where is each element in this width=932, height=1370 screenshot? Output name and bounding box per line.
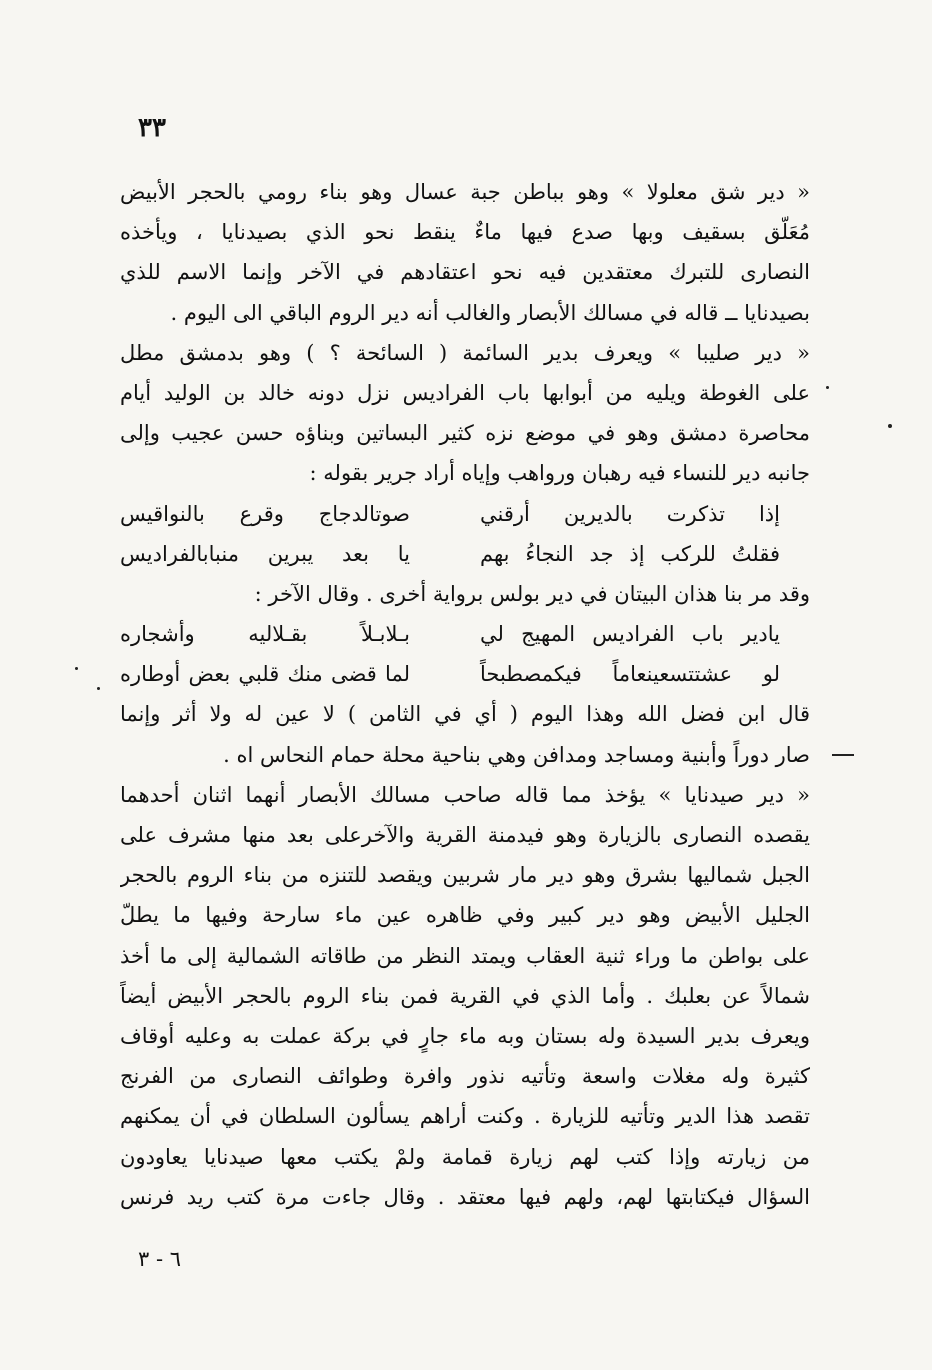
poem-verse bbox=[120, 494, 810, 534]
poem-verse bbox=[120, 614, 810, 654]
poem-hemistich: يادير باب الفراديس المهيج لي bbox=[480, 622, 780, 647]
text-line: وقد مر بنا هذان البيتان في دير بولس برواية أخرى . وقال الآخر : bbox=[254, 581, 810, 606]
poem-hemistich: يا بعد يبرين منبابالفراديس bbox=[120, 541, 410, 566]
ink-speck bbox=[97, 687, 100, 690]
text-line: بصيدنايا ــ قاله في مسالك الأبصار والغالب أنه دير الروم الباقي الى اليوم . bbox=[170, 300, 810, 325]
text-line: « دير شق معلولا » وهو بباطن جبة عسال وهو بناء رومي بالحجر الأبيض bbox=[120, 180, 810, 204]
text-line: النصارى للتبرك معتقدين فيه نحو اعتقادهم في الآخر وإنما الاسم للذي bbox=[120, 260, 810, 285]
poem-hemistich: لما قضى منك قلبي بعض أوطاره bbox=[120, 662, 410, 687]
poem-hemistich: صوتالدجاج وقرع بالنواقيس bbox=[120, 501, 410, 526]
poem-hemistich: لو عشتتسعينعاماً فيكمصطبحاً bbox=[480, 662, 780, 687]
text-line: شمالاً عن بعلبك . وأما الذي في القرية فمن بناء الروم بالحجر الأبيض أيضاً bbox=[120, 983, 810, 1008]
body-text bbox=[120, 172, 810, 1217]
text-line: السؤال فيكتابتها لهم، ولهم فيها معتقد . وقال جاءت مرة كتب ريد فرنس bbox=[120, 1184, 810, 1209]
text-line: يقصده النصارى بالزيارة وهو فيدمنة القرية والآخرعلى بعد منها مشرف على bbox=[120, 823, 810, 847]
page-number: ٣٣ bbox=[138, 113, 166, 143]
text-line: قال ابن فضل الله وهذا اليوم ( أي في الثامن ) لا عين له ولا أثر وإنما bbox=[120, 702, 810, 727]
text-line: صار دوراً وأبنية ومساجد ومدافن وهي بناحية محلة حمام النحاس اه . bbox=[223, 742, 810, 767]
text-line: على الغوطة ويليه من أبوابها باب الفراديس نزل دونه خالد بن الوليد أيام bbox=[120, 380, 810, 405]
poem-hemistich: فقلتُ للركب إذ جد النجاءُ بهم bbox=[480, 541, 780, 566]
text-line: « دير صليبا » ويعرف بدير السائمة ( السائحة ؟ ) وهو بدمشق مطل bbox=[120, 340, 810, 365]
text-line: جانبه دير للنساء فيه رهبان ورواهب وإياه أراد جرير بقوله : bbox=[309, 461, 810, 486]
poem-hemistich: بـلابـلاً بقـلاليه وأشجاره bbox=[120, 622, 410, 647]
ink-speck bbox=[75, 667, 78, 670]
text-line: مُعَلّق بسقيف وبها صدع فيها ماءٌ ينقط نحو الذي بصيدنايا ، ويأخذه bbox=[120, 220, 810, 245]
text-line: « دير صيدنايا » يؤخذ مما قاله صاحب مسالك الأبصار أنهما اثنان أحدهما bbox=[120, 782, 810, 807]
text-line: محاصرة دمشق وهو في موضع نزه كثير البساتين وبناؤه حسن عجيب وإلى bbox=[120, 421, 810, 446]
text-line: ويعرف بدير السيدة وله بستان وبه ماء جارٍ في بركة عملت به وعليه أوقاف bbox=[120, 1023, 810, 1048]
ink-speck bbox=[826, 386, 829, 389]
ink-speck bbox=[888, 424, 892, 428]
poem-verse bbox=[120, 654, 810, 694]
text-line: من زيارته وإذا كتب لهم زيارة قمامة ولمْ يكتب معها صيدنايا يعاودون bbox=[120, 1144, 810, 1169]
text-line: على بواطن ما وراء ثنية العقاب ويمتد النظر من طاقاته الشمالية إلى ما أخذ bbox=[120, 943, 810, 968]
text-line: كثيرة وله مغلات واسعة وتأتيه نذور وافرة وطوائف النصارى من الفرنج bbox=[120, 1064, 810, 1089]
signature-mark: ٦ - ٣ bbox=[138, 1247, 182, 1271]
text-line: الجليل الأبيض وهو دير كبير وفي ظاهره عين ماء سارحة وفيها ما يطلّ bbox=[120, 903, 810, 928]
margin-dash bbox=[832, 754, 854, 756]
text-line: الجبل شماليها بشرق وهو دير مار شربين ويقصد للتنزه من بناء الروم بالحجر bbox=[120, 863, 810, 888]
text-line: تقصد هذا الدير وتأتيه للزيارة . وكنت أراهم يسألون السلطان في أن يمكنهم bbox=[120, 1104, 810, 1129]
poem-verse bbox=[120, 534, 810, 574]
poem-hemistich: إذا تذكرت بالديرين أرقني bbox=[480, 501, 780, 526]
